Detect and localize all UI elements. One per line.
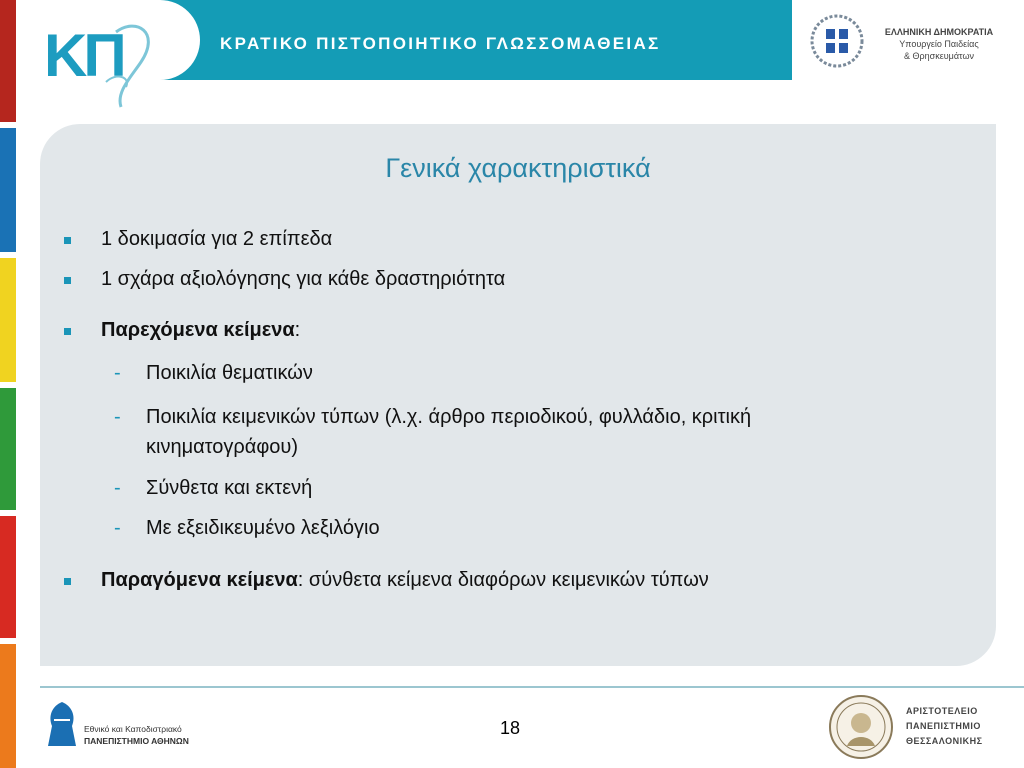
greek-emblem-icon bbox=[810, 14, 864, 68]
bullet-bold-text: Παρεχόμενα κείμενα bbox=[101, 319, 295, 341]
sub-list-item bbox=[114, 362, 313, 385]
athens-university-logo-icon bbox=[44, 700, 80, 748]
dash-marker: - bbox=[114, 362, 121, 384]
bullet-text: : bbox=[294, 319, 301, 341]
side-stripe-yellow bbox=[0, 258, 16, 382]
slide-title: Γενικά χαρακτηριστικά bbox=[385, 153, 651, 183]
ministry-box bbox=[796, 0, 1008, 80]
sub-item-text: Ποικιλία θεματικών bbox=[146, 362, 313, 384]
ministry-label bbox=[874, 26, 1004, 62]
bullet-text: 1 δοκιμασία για 2 επίπεδα bbox=[101, 228, 333, 250]
side-stripe-green bbox=[0, 388, 16, 510]
ministry-line2: Υπουργείο Παιδείας bbox=[899, 39, 979, 49]
ministry-line3: & Θρησκευμάτων bbox=[904, 51, 974, 61]
footer-divider bbox=[40, 686, 1024, 688]
athens-line1: Εθνικό και Καποδιστριακό bbox=[84, 724, 182, 734]
bullet-item bbox=[101, 569, 709, 592]
side-stripe-orange bbox=[0, 644, 16, 768]
aristotle-line3: ΘΕΣΣΑΛΟΝΙΚΗΣ bbox=[906, 736, 983, 746]
kp-swash-icon bbox=[96, 22, 166, 112]
bullet-square-icon bbox=[64, 578, 71, 585]
athens-line2: ΠΑΝΕΠΙΣΤΗΜΙΟ ΑΘΗΝΩΝ bbox=[84, 736, 189, 746]
dash-marker: - bbox=[114, 477, 121, 499]
aristotle-university-seal-icon bbox=[826, 694, 896, 760]
aristotle-line1: ΑΡΙΣΤΟΤΕΛΕΙΟ bbox=[906, 706, 978, 716]
side-stripe-red-lower bbox=[0, 516, 16, 638]
sub-list-item bbox=[114, 517, 380, 540]
sub-list-item bbox=[114, 477, 313, 500]
bullet-bold-text: Παραγόμενα κείμενα bbox=[101, 569, 298, 591]
aristotle-university-label bbox=[906, 704, 982, 749]
athens-university-label bbox=[84, 723, 189, 747]
bullet-square-icon bbox=[64, 237, 71, 244]
header-title: ΚΡΑΤΙΚΟ ΠΙΣΤΟΠΟΙΗΤΙΚΟ ΓΛΩΣΣΟΜΑΘΕΙΑΣ bbox=[220, 34, 661, 53]
dash-marker: - bbox=[114, 406, 121, 428]
sub-item-text: Με εξειδικευμένο λεξιλόγιο bbox=[146, 517, 380, 539]
sub-item-text: Σύνθετα και εκτενή bbox=[146, 477, 313, 499]
page-number: 18 bbox=[500, 718, 521, 738]
bullet-text: : σύνθετα κείμενα διαφόρων κειμενικών τύπων bbox=[297, 569, 709, 591]
dash-marker: - bbox=[114, 517, 121, 539]
ministry-line1: ΕΛΛΗΝΙΚΗ ΔΗΜΟΚΡΑΤΙΑ bbox=[884, 27, 994, 37]
bullet-square-icon bbox=[64, 328, 71, 335]
bullet-item bbox=[101, 228, 332, 251]
side-stripe-blue bbox=[0, 128, 16, 252]
side-stripe-red bbox=[0, 0, 16, 122]
aristotle-line2: ΠΑΝΕΠΙΣΤΗΜΙΟ bbox=[906, 721, 981, 731]
bullet-square-icon bbox=[64, 277, 71, 284]
bullet-text: 1 σχάρα αξιολόγησης για κάθε δραστηριότητα bbox=[101, 268, 506, 290]
bullet-item bbox=[101, 268, 505, 291]
bullet-item bbox=[101, 319, 300, 342]
sub-item-text-line2: κινηματογράφου) bbox=[146, 436, 299, 458]
kp-logo: ΚΠ bbox=[44, 22, 123, 89]
sub-list-item bbox=[114, 402, 752, 462]
sub-item-text-line1: Ποικιλία κειμενικών τύπων (λ.χ. άρθρο περιοδικού, φυλλάδιο, κριτική bbox=[146, 406, 752, 428]
